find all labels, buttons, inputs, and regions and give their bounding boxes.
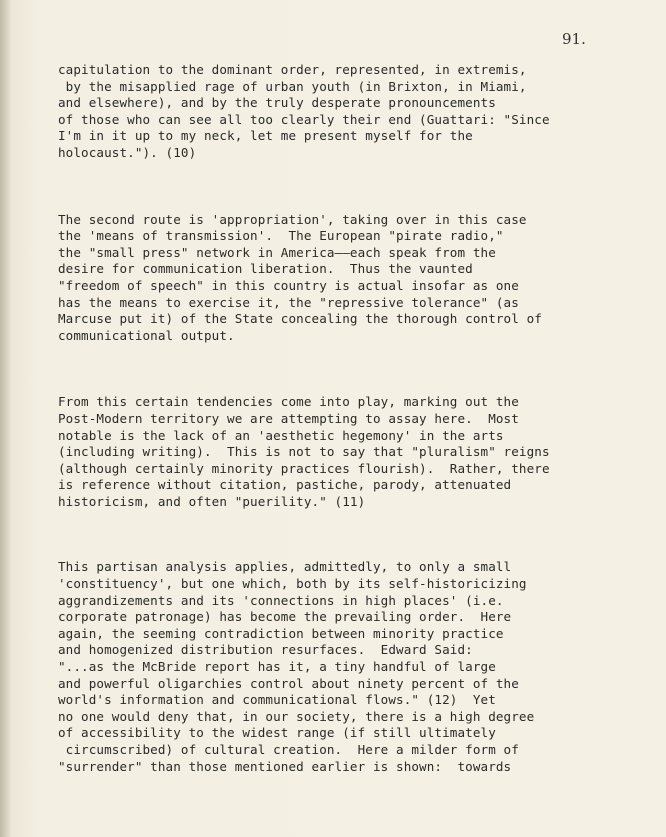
text-line: and elsewhere), and by the truly desperate pronouncements	[58, 95, 496, 111]
text-line: "freedom of speech" in this country is actual insofar as one	[58, 277, 519, 293]
text-line: "surrender" than those mentioned earlier is shown: towards	[58, 758, 512, 774]
text-line: (including writing). This is not to say that "pluralism" reigns	[58, 444, 550, 460]
body-text	[58, 62, 618, 775]
text-line: notable is the lack of an 'aesthetic hegemony' in the arts	[58, 427, 504, 443]
paragraph-4	[58, 559, 618, 775]
text-line: The second route is 'appropriation', taking over in this case	[58, 211, 527, 227]
text-line: again, the seeming contradiction between minority practice	[58, 625, 504, 641]
paragraph-2	[58, 212, 618, 345]
text-line: (although certainly minority practices flourish). Rather, there	[58, 460, 550, 476]
text-line: has the means to exercise it, the "repressive tolerance" (as	[58, 294, 519, 310]
paragraph-3	[58, 394, 618, 510]
text-line: capitulation to the dominant order, represented, in extremis,	[58, 62, 527, 77]
text-line: and homogenized distribution resurfaces. Edward Said:	[58, 642, 473, 658]
text-line: holocaust."). (10)	[58, 144, 197, 160]
text-line: corporate patronage) has become the prevailing order. Here	[58, 609, 512, 625]
text-line: and powerful oligarchies control about ninety percent of the	[58, 675, 519, 691]
text-line: "...as the McBride report has it, a tiny handful of large	[58, 659, 496, 675]
text-line: aggrandizements and its 'connections in high places' (i.e.	[58, 592, 504, 608]
text-line: communicational output.	[58, 327, 235, 343]
text-line: desire for communication liberation. Thus the vaunted	[58, 261, 473, 277]
text-line: Marcuse put it) of the State concealing the thorough control of	[58, 311, 542, 327]
text-line: world's information and communicational flows." (12) Yet	[58, 692, 496, 708]
text-line: Post-Modern territory we are attempting to assay here. Most	[58, 410, 519, 426]
book-spine-shadow	[0, 0, 10, 837]
text-line: by the misapplied rage of urban youth (in Brixton, in Miami,	[58, 78, 527, 94]
text-line: of those who can see all too clearly their end (Guattari: "Since	[58, 111, 550, 127]
text-line: of accessibility to the widest range (if still ultimately	[58, 725, 496, 741]
text-line: is reference without citation, pastiche, parody, attenuated	[58, 477, 512, 493]
text-line: circumscribed) of cultural creation. Here a milder form of	[58, 742, 519, 757]
text-line: From this certain tendencies come into play, marking out the	[58, 394, 519, 410]
text-line: the 'means of transmission'. The European "pirate radio,"	[58, 228, 504, 244]
text-line: the "small press" network in America——each speak from the	[58, 244, 496, 260]
text-line: I'm in it up to my neck, let me present myself for the	[58, 128, 473, 144]
text-line: historicism, and often "puerility." (11)	[58, 493, 366, 509]
paragraph-1	[58, 62, 618, 162]
text-line: no one would deny that, in our society, there is a high degree	[58, 708, 535, 724]
page-number: 91.	[562, 30, 586, 48]
text-line: 'constituency', but one which, both by its self-historicizing	[58, 576, 527, 592]
text-line: This partisan analysis applies, admittedly, to only a small	[58, 559, 512, 575]
